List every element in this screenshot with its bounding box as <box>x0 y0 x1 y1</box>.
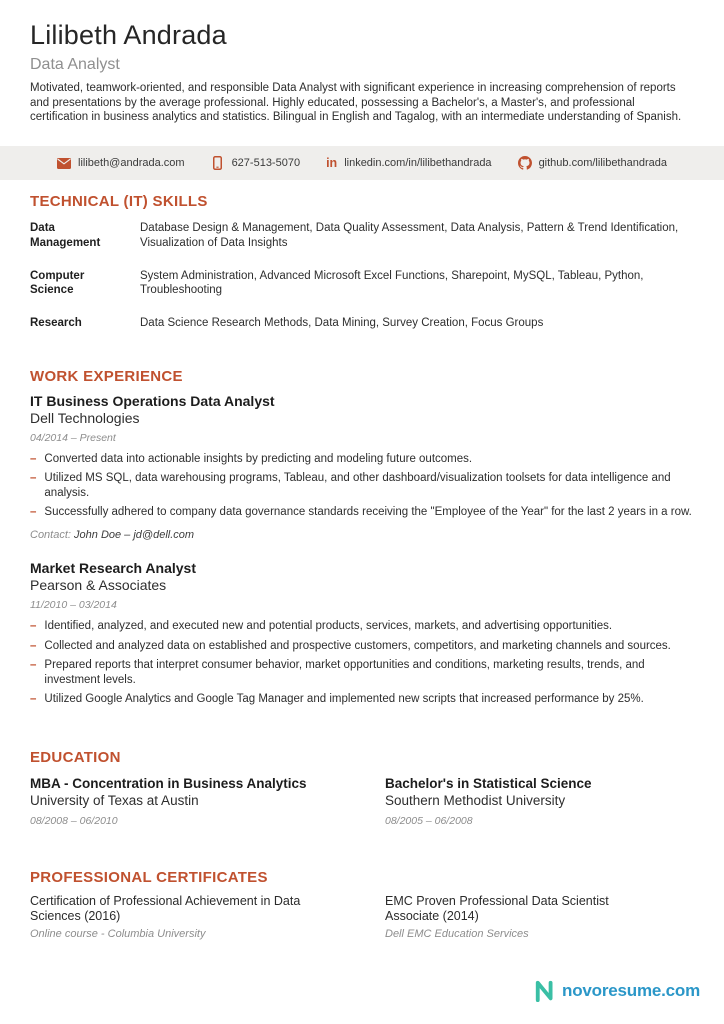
bullet-text: Successfully adhered to company data governance standards receiving the "Employee of the Year" for the last 2 years in a row. <box>44 506 692 519</box>
bullet-text: Identified, analyzed, and executed new and potential products, services, markets, and advertising opportunities. <box>44 620 613 632</box>
job-contact-label: Contact: <box>30 529 71 541</box>
bullet-item <box>30 471 694 500</box>
linkedin-icon: in <box>326 155 338 170</box>
bullet-dash-icon: – <box>30 506 37 519</box>
novoresume-logo-icon <box>535 980 557 1002</box>
certificate-entry <box>385 894 694 941</box>
job-title: Market Research Analyst <box>30 560 197 576</box>
bullet-dash-icon: – <box>30 659 37 672</box>
github-text: github.com/lilibethandrada <box>538 157 667 170</box>
education-degree: Bachelor's in Statistical Science <box>385 775 592 791</box>
bullet-item <box>30 619 694 634</box>
bullet-text: Utilized MS SQL, data warehousing programs, Tableau, and other dashboard/visualization toolsets for data intelligence and analysis. <box>44 472 671 499</box>
bullet-list <box>30 452 694 520</box>
education-grid <box>30 775 694 828</box>
bullet-dash-icon: – <box>30 620 37 632</box>
education-entry <box>30 775 385 828</box>
bullet-text: Utilized Google Analytics and Google Tag Manager and implemented new scripts that increased performance by 25%. <box>44 693 644 706</box>
skill-label: Research <box>30 316 82 329</box>
skill-row <box>30 269 694 298</box>
bullet-item <box>30 505 694 520</box>
bullet-dash-icon: – <box>30 693 37 706</box>
resume-body <box>0 193 724 941</box>
job-dates: 04/2014 – Present <box>30 431 116 444</box>
phone-link[interactable] <box>211 156 301 170</box>
job-entry <box>30 560 694 707</box>
skill-value: Data Science Research Methods, Data Mining, Survey Creation, Focus Groups <box>140 316 544 329</box>
job-company: Pearson & Associates <box>30 577 167 593</box>
bullet-item <box>30 692 694 707</box>
bullet-text: Collected and analyzed data on established and prospective customers, competitors, and marketing channels and sources. <box>44 639 671 652</box>
bullet-text: Converted data into actionable insights by predicting and modeling future outcomes. <box>44 452 473 465</box>
bullet-item <box>30 452 694 467</box>
certificate-entry <box>30 894 385 941</box>
section-heading-skills: TECHNICAL (IT) SKILLS <box>30 193 208 211</box>
linkedin-text: linkedin.com/in/lilibethandrada <box>344 157 492 170</box>
section-heading-education: EDUCATION <box>30 748 121 766</box>
phone-text: 627-513-5070 <box>231 157 301 170</box>
education-dates: 08/2008 – 06/2010 <box>30 814 118 827</box>
skills-table <box>30 221 694 331</box>
bullet-item <box>30 639 694 654</box>
education-dates: 08/2005 – 06/2008 <box>385 814 473 827</box>
linkedin-link[interactable] <box>326 157 491 170</box>
certificate-issuer: Online course - Columbia University <box>30 927 206 940</box>
skill-row <box>30 316 694 331</box>
section-heading-experience: WORK EXPERIENCE <box>30 367 183 385</box>
email-link[interactable] <box>57 156 185 170</box>
email-icon <box>57 156 71 170</box>
certificate-issuer: Dell EMC Education Services <box>385 927 529 940</box>
job-company: Dell Technologies <box>30 409 140 426</box>
bullet-list <box>30 619 694 707</box>
education-school: Southern Methodist University <box>385 792 566 808</box>
job-dates: 11/2010 – 03/2014 <box>30 599 117 611</box>
education-entry <box>385 775 694 828</box>
section-heading-certificates: PROFESSIONAL CERTIFICATES <box>30 868 268 886</box>
job-title-subtitle: Data Analyst <box>30 56 120 73</box>
certificate-title: Certification of Professional Achievement in Data Sciences (2016) <box>30 893 301 924</box>
resume-header <box>0 0 724 125</box>
job-entry <box>30 393 694 541</box>
skill-row <box>30 221 694 250</box>
job-contact-value: John Doe – jd@dell.com <box>74 529 195 541</box>
email-text: lilibeth@andrada.com <box>78 157 185 170</box>
skill-value: Database Design & Management, Data Quality Assessment, Data Analysis, Pattern & Trend Identification, Visualization of Data Insights <box>140 222 679 249</box>
skill-value: System Administration, Advanced Microsoft Excel Functions, Sharepoint, MySQL, Tableau, Python, Troubleshooting <box>140 269 644 297</box>
skill-label: Computer Science <box>30 269 85 297</box>
education-school: University of Texas at Austin <box>30 792 199 808</box>
novoresume-brand-link[interactable] <box>535 980 700 1002</box>
bullet-item <box>30 658 694 687</box>
bullet-dash-icon: – <box>30 472 37 485</box>
skill-label: Data Management <box>30 222 101 249</box>
certificates-grid <box>30 894 694 941</box>
contact-bar <box>0 146 724 180</box>
education-degree: MBA - Concentration in Business Analytics <box>30 775 307 791</box>
page-title: Lilibeth Andrada <box>30 20 227 50</box>
bullet-text: Prepared reports that interpret consumer behavior, market opportunities and conditions, marketing results, trends, and investment levels. <box>44 659 645 686</box>
bullet-dash-icon: – <box>30 639 37 652</box>
job-contact-line <box>30 529 694 541</box>
github-icon <box>518 156 532 170</box>
bullet-dash-icon: – <box>30 452 37 465</box>
summary-paragraph: Motivated, teamwork-oriented, and responsible Data Analyst with significant experience in increasing comprehension of reports and presentations by the average professional. Highly educated, possessing a Bachelor's, a Master's, and professional certification in business analytics and statistics. Bilingual in English and Tagalog, with an intermediate understanding of Spanish. <box>30 82 682 124</box>
novoresume-brand-text: novoresume.com <box>562 981 700 1000</box>
job-title: IT Business Operations Data Analyst <box>30 392 275 409</box>
phone-icon <box>211 156 225 170</box>
certificate-title: EMC Proven Professional Data Scientist Associate (2014) <box>385 893 609 924</box>
github-link[interactable] <box>518 156 667 170</box>
